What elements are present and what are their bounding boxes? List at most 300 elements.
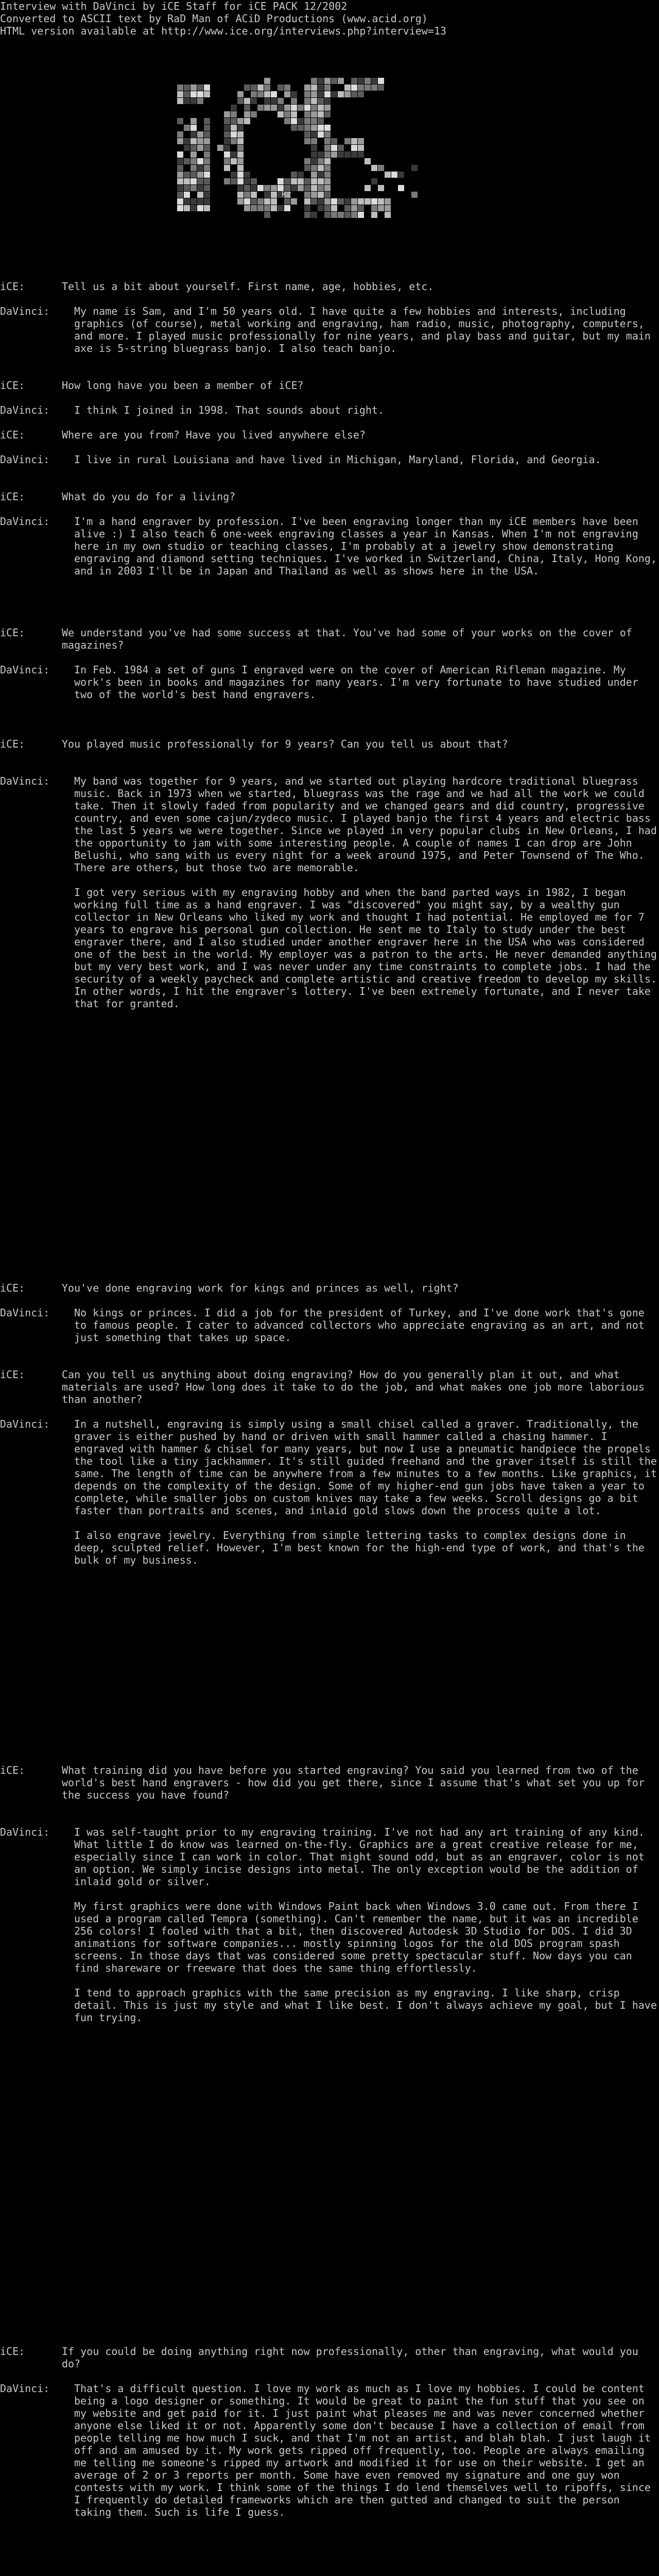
logo-block: [338, 91, 344, 97]
question-text: What training did you have before you started engraving? You said you learned from two of the world's best hand engravers - how did you get there, since I assume that's what set you up for the success you have found?: [62, 1764, 645, 1801]
speaker-davinci: DaVinci:: [0, 305, 50, 317]
logo-block: [204, 131, 210, 138]
logo-block: [331, 78, 337, 84]
logo-block: [284, 84, 290, 91]
logo-block: [298, 125, 304, 131]
logo-block: [217, 145, 223, 151]
logo-block: [378, 84, 384, 91]
logo-block: [237, 131, 244, 138]
answer-block-about: [0, 305, 659, 354]
logo-block: [291, 172, 297, 178]
answer-text: [74, 1307, 659, 1344]
logo-block: [231, 125, 237, 131]
logo-block: [311, 111, 317, 117]
logo-block: [224, 131, 230, 138]
logo-block: [311, 131, 317, 138]
logo-block: [231, 131, 237, 138]
logo-block: [177, 151, 183, 158]
logo-block: [371, 212, 377, 218]
answer-block-music: [0, 775, 659, 1010]
logo-block: [204, 151, 210, 158]
logo-block: [371, 205, 377, 211]
logo-block: [224, 118, 230, 124]
question-text: You played music professionally for 9 years? Can you tell us about that?: [62, 738, 508, 750]
logo-block: [177, 165, 183, 171]
speaker-davinci: DaVinci:: [0, 664, 50, 676]
logo-block: [344, 91, 351, 97]
logo-block: [244, 84, 250, 91]
logo-block: [231, 105, 237, 111]
logo-block: [304, 138, 310, 144]
logo-block: [338, 212, 344, 218]
logo-block: [184, 185, 190, 191]
answer-paragraph: I'm a hand engraver by profession. I've been engraving longer than my iCE members have been alive :) I also teach 6 one-week engraving classes a year in Kansas. When I'm not engraving here in my own studio or teaching classes, I'm probably at a jewelry show demonstrating engraving and diamond setting techniques. I've worked in Switzerland, China, Italy, Hong Kong, and in 2003 I'll be in Japan and Thailand as well as shows here in the USA.: [74, 515, 657, 577]
logo-block: [304, 118, 310, 124]
question-row: [0, 490, 659, 503]
logo-block: [318, 158, 324, 164]
logo-block: [278, 178, 284, 184]
logo-block: [324, 178, 331, 184]
logo-block: [224, 145, 230, 151]
speaker-davinci: DaVinci:: [0, 775, 50, 787]
answer-paragraph: No kings or princes. I did a job for the president of Turkey, and I've done work that's gone to famous people. I cater to advanced collectors who appreciate engraving as an art, and not just something that takes up space.: [74, 1307, 645, 1344]
page-header: [0, 0, 446, 37]
ice-logo-blocks: [177, 78, 418, 218]
logo-block: [224, 111, 230, 117]
logo-block: [378, 198, 384, 205]
speaker-davinci: DaVinci:: [0, 1826, 50, 1838]
logo-block: [304, 178, 310, 184]
logo-block: [311, 158, 317, 164]
question-row: [0, 626, 659, 651]
logo-block: [318, 84, 324, 91]
answer-block-engraving-process: [0, 1418, 659, 1566]
logo-block: [318, 125, 324, 131]
answer-paragraph: I think I joined in 1998. That sounds about right.: [74, 404, 385, 416]
logo-block: [351, 84, 357, 91]
logo-block: [278, 205, 284, 211]
logo-block: [190, 145, 197, 151]
logo-block: [304, 131, 310, 138]
logo-block: [237, 198, 244, 205]
question-block-engraving-process: [0, 1368, 659, 1405]
logo-block: [311, 91, 317, 97]
logo-block: [224, 125, 230, 131]
logo-block: [324, 212, 331, 218]
logo-block: [371, 178, 377, 184]
question-row: [0, 280, 659, 293]
logo-block: [184, 91, 190, 97]
answer-row: [0, 515, 659, 577]
logo-block: [190, 138, 197, 144]
logo-block: [385, 212, 391, 218]
logo-block: [298, 105, 304, 111]
logo-block: [244, 205, 250, 211]
logo-block: [331, 198, 337, 205]
logo-block: [237, 138, 244, 144]
logo-block: [365, 84, 371, 91]
logo-block: [204, 165, 210, 171]
ice-logo: [164, 71, 418, 232]
logo-block: [318, 178, 324, 184]
logo-block: [324, 198, 331, 205]
logo-block: [331, 212, 337, 218]
logo-block: [251, 98, 257, 104]
logo-block: [271, 185, 277, 191]
logo-block: [304, 91, 310, 97]
answer-text: [74, 305, 659, 354]
logo-block: [304, 205, 310, 211]
logo-block: [197, 84, 203, 91]
logo-block: [244, 111, 250, 117]
logo-block: [190, 172, 197, 178]
logo-block: [184, 172, 190, 178]
logo-block: [231, 151, 237, 158]
logo-block: [304, 125, 310, 131]
logo-block: [358, 198, 364, 205]
answer-text: [74, 404, 659, 416]
logo-block: [324, 192, 331, 198]
logo-block: [177, 91, 183, 97]
logo-block: [231, 172, 237, 178]
logo-block: [318, 131, 324, 138]
logo-block: [184, 98, 190, 104]
logo-block: [197, 185, 203, 191]
logo-block: [324, 84, 331, 91]
logo-block: [264, 98, 270, 104]
answer-block-royalty: [0, 1307, 659, 1344]
logo-block: [291, 118, 297, 124]
logo-block: [291, 198, 297, 205]
logo-block: [184, 205, 190, 211]
answer-paragraph: My name is Sam, and I'm 50 years old. I have quite a few hobbies and interests, including graphics (of course), metal working and engraving, ham radio, music, photography, computers, and more. I played music professionally for nine years, and play bass and guitar, but my main axe is 5-string bluegrass banjo. I also teach banjo.: [74, 305, 651, 354]
answer-row: [0, 1826, 659, 2024]
logo-block: [264, 198, 270, 205]
logo-block: [251, 192, 257, 198]
logo-block: [278, 84, 284, 91]
logo-block: [184, 138, 190, 144]
logo-block: [244, 118, 250, 124]
logo-block: [177, 178, 183, 184]
logo-block: [311, 198, 317, 205]
answer-row: [0, 404, 659, 416]
logo-block: [324, 151, 331, 158]
logo-block: [231, 158, 237, 164]
logo-block: [237, 98, 244, 104]
logo-block: [197, 198, 203, 205]
logo-block: [177, 192, 183, 198]
question-text: What do you do for a living?: [62, 490, 236, 503]
logo-block: [318, 111, 324, 117]
logo-block: [324, 98, 331, 104]
logo-block: [257, 205, 264, 211]
answer-paragraph: I live in rural Louisiana and have lived in Michigan, Maryland, Florida, and Georgia.: [74, 453, 601, 466]
logo-block: [351, 198, 357, 205]
logo-block: [291, 105, 297, 111]
logo-block: [324, 111, 331, 117]
logo-block: [190, 198, 197, 205]
logo-block: [251, 111, 257, 117]
logo-block: [204, 172, 210, 178]
logo-block: [284, 178, 290, 184]
logo-block: [378, 205, 384, 211]
answer-text: [74, 1826, 659, 2024]
answer-block-membership: [0, 404, 659, 416]
question-text: How long have you been a member of iCE?: [62, 379, 304, 392]
header-line-title: Interview with DaVinci by iCE Staff for iCE PACK 12/2002: [0, 0, 348, 12]
logo-block: [237, 91, 244, 97]
logo-block: [197, 131, 203, 138]
logo-block: [291, 91, 297, 97]
logo-block: [190, 158, 197, 164]
logo-block: [184, 84, 190, 91]
speaker-ice: iCE:: [0, 490, 25, 503]
logo-block: [204, 198, 210, 205]
logo-block: [398, 172, 404, 178]
logo-block: [291, 98, 297, 104]
logo-block: [371, 78, 377, 84]
logo-block: [257, 91, 264, 97]
logo-block: [385, 198, 391, 205]
logo-block: [344, 212, 351, 218]
logo-block: [231, 138, 237, 144]
logo-block: [338, 151, 344, 158]
logo-block: [190, 84, 197, 91]
logo-block: [244, 198, 250, 205]
logo-block: [324, 172, 331, 178]
logo-block: [251, 178, 257, 184]
logo-block: [351, 138, 357, 144]
logo-block: [358, 91, 364, 97]
logo-signature: kz: [281, 189, 292, 199]
logo-block: [324, 205, 331, 211]
logo-block: [204, 118, 210, 124]
answer-paragraph: My band was together for 9 years, and we started out playing hardcore traditional bluegrass music. Back in 1973 when we started, bluegrass was the rage and we had all the work we could take. Then it slowly faded from popularity and we changed gears and did country, progressive country, and even some cajun/zydeco music. I played banjo the first 4 years and electric bass the last 5 years we were together. Since we played in very popular clubs in New Orleans, I had the opportunity to jam with some interesting people. A couple of names I can drop are John Belushi, who sang with us every night for a week around 1975, and Peter Townsend of The Who. There are others, but those two are memorable.: [74, 775, 657, 874]
logo-block: [371, 84, 377, 91]
question-text: If you could be doing anything right now professionally, other than engraving, what would you do?: [62, 2345, 638, 2370]
logo-block: [351, 151, 357, 158]
question-row: [0, 738, 659, 750]
header-line-url: HTML version available at http://www.ice.org/interviews.php?interview=13: [0, 25, 446, 37]
logo-block: [251, 84, 257, 91]
logo-block: [344, 151, 351, 158]
logo-block: [190, 131, 197, 138]
logo-block: [385, 205, 391, 211]
logo-block: [358, 151, 364, 158]
logo-block: [344, 205, 351, 211]
logo-block: [197, 178, 203, 184]
question-block-profession: [0, 490, 659, 503]
logo-block: [311, 84, 317, 91]
logo-block: [244, 178, 250, 184]
logo-block: [190, 98, 197, 104]
logo-block: [351, 212, 357, 218]
logo-block: [204, 185, 210, 191]
logo-block: [237, 165, 244, 171]
answer-paragraph: I tend to approach graphics with the same precision as my engraving. I like sharp, crisp detail. This is just my style and what I like best. I don't always achieve my goal, but I have fun trying.: [74, 1987, 657, 2024]
logo-block: [177, 118, 183, 124]
logo-block: [284, 205, 290, 211]
logo-block: [318, 78, 324, 84]
logo-block: [324, 158, 331, 164]
logo-block: [271, 192, 277, 198]
logo-block: [318, 185, 324, 191]
logo-block: [298, 185, 304, 191]
logo-block: [237, 172, 244, 178]
logo-block: [318, 198, 324, 205]
logo-block: [311, 192, 317, 198]
logo-block: [177, 205, 183, 211]
speaker-ice: iCE:: [0, 2345, 25, 2358]
answer-paragraph: I was self-taught prior to my engraving training. I've not had any art training of any kind. What little I do know was learned on-the-fly. Graphics are a great creative release for me, especially since I can work in color. That might sound odd, but as an engraver, color is not an option. We simply incise designs into metal. The only exception would be the addition of inlaid gold or silver.: [74, 1826, 645, 1888]
logo-block: [231, 118, 237, 124]
logo-block: [257, 198, 264, 205]
question-row: [0, 379, 659, 392]
logo-block: [204, 138, 210, 144]
logo-block: [197, 91, 203, 97]
logo-block: [338, 198, 344, 205]
logo-block: [344, 198, 351, 205]
logo-block: [365, 185, 371, 191]
answer-paragraph: In Feb. 1984 a set of guns I engraved were on the cover of American Rifleman magazine. My work's been in books and magazines for many years. I'm very fortunate to have studied under two of the world's best hand engravers.: [74, 664, 638, 701]
logo-block: [371, 198, 377, 205]
answer-paragraph: I also engrave jewelry. Everything from simple lettering tasks to complex designs done in deep, sculpted relief. However, I'm best known for the high-end type of work, and that's the bulk of my business.: [74, 1529, 645, 1566]
question-row: [0, 1764, 659, 1801]
answer-row: [0, 664, 659, 701]
logo-block: [311, 212, 317, 218]
logo-block: [311, 78, 317, 84]
logo-block: [177, 138, 183, 144]
logo-block: [237, 192, 244, 198]
logo-block: [237, 185, 244, 191]
logo-block: [224, 138, 230, 144]
logo-block: [177, 98, 183, 104]
logo-block: [311, 151, 317, 158]
logo-block: [244, 105, 250, 111]
answer-block-profession: [0, 515, 659, 577]
question-block-magazines: [0, 626, 659, 651]
logo-block: [224, 165, 230, 171]
logo-block: [358, 145, 364, 151]
logo-block: [177, 198, 183, 205]
logo-block: [264, 192, 270, 198]
logo-block: [304, 165, 310, 171]
logo-block: [177, 185, 183, 191]
speaker-ice: iCE:: [0, 1282, 25, 1294]
answer-block-training: [0, 1826, 659, 2024]
logo-block: [365, 198, 371, 205]
logo-block: [324, 78, 331, 84]
logo-block: [197, 205, 203, 211]
logo-block: [264, 185, 270, 191]
logo-block: [298, 118, 304, 124]
logo-block: [251, 185, 257, 191]
logo-block: [184, 192, 190, 198]
logo-block: [318, 205, 324, 211]
logo-block: [331, 151, 337, 158]
speaker-ice: iCE:: [0, 738, 25, 750]
logo-block: [244, 185, 250, 191]
logo-block: [244, 192, 250, 198]
logo-block: [318, 172, 324, 178]
logo-block: [177, 84, 183, 91]
logo-block: [190, 91, 197, 97]
question-block-training: [0, 1764, 659, 1801]
answer-paragraph: In a nutshell, engraving is simply using a small chisel called a graver. Traditionally, the graver is either pushed by hand or driven with small hammer called a chasing hammer. I engraved with hammer & chisel for many years, but now I use a pneumatic handpiece the propels the tool like a tiny jackhammer. It's still guided freehand and the graver itself is still the same. The length of time can be anywhere from a few minutes to a few months. Like graphics, it depends on the complexity of the design. Some of my higher-end gun jobs have taken a year to complete, while smaller jobs on custom knives may take a few weeks. Scroll designs go a bit faster than portraits and scenes, and inlaid gold slows down the process quite a lot.: [74, 1418, 657, 1517]
question-block-other-career: [0, 2345, 659, 2370]
logo-block: [257, 84, 264, 91]
logo-block: [318, 91, 324, 97]
logo-block: [365, 78, 371, 84]
answer-text: [74, 664, 659, 701]
speaker-ice: iCE:: [0, 626, 25, 639]
logo-block: [251, 198, 257, 205]
logo-block: [304, 192, 310, 198]
logo-block: [271, 205, 277, 211]
answer-text: [74, 453, 659, 466]
logo-block: [237, 118, 244, 124]
question-text: You've done engraving work for kings and princes as well, right?: [62, 1282, 459, 1294]
question-block-royalty: [0, 1282, 659, 1294]
logo-block: [257, 185, 264, 191]
answer-paragraph: My first graphics were done with Windows Paint back when Windows 3.0 came out. From there I used a program called Tempra (something). Can't remember the name, but it was an incredible 256 colors! I fooled with that a bit, then discovered Autodesk 3D Studio for DOS. I did 3D animations for software companies... mostly spinning logos for the old DOS program spash screens. In those days that was considered some pretty spectacular stuff. Now days you can find shareware or freeware that does the same thing effortlessly.: [74, 1900, 638, 1974]
logo-block: [358, 205, 364, 211]
question-text: Where are you from? Have you lived anywhere else?: [62, 429, 366, 441]
logo-block: [318, 165, 324, 171]
speaker-ice: iCE:: [0, 280, 25, 293]
logo-block: [331, 138, 337, 144]
logo-block: [385, 172, 391, 178]
answer-text: [74, 1418, 659, 1566]
logo-block: [331, 91, 337, 97]
logo-block: [204, 158, 210, 164]
logo-block: [298, 172, 304, 178]
logo-block: [271, 105, 277, 111]
logo-block: [311, 98, 317, 104]
logo-block: [231, 111, 237, 117]
logo-block: [338, 78, 344, 84]
logo-block: [304, 84, 310, 91]
logo-block: [204, 178, 210, 184]
logo-block: [391, 172, 397, 178]
logo-block: [190, 151, 197, 158]
logo-block: [358, 138, 364, 144]
logo-block: [251, 91, 257, 97]
speaker-ice: iCE:: [0, 1764, 25, 1776]
logo-block: [271, 91, 277, 97]
logo-block: [351, 205, 357, 211]
logo-block: [204, 205, 210, 211]
question-row: [0, 429, 659, 441]
logo-block: [298, 178, 304, 184]
logo-block: [291, 125, 297, 131]
logo-block: [237, 178, 244, 184]
speaker-davinci: DaVinci:: [0, 1418, 50, 1430]
logo-block: [291, 111, 297, 117]
logo-block: [324, 125, 331, 131]
logo-block: [311, 145, 317, 151]
logo-block: [311, 165, 317, 171]
logo-block: [244, 98, 250, 104]
answer-text: [74, 515, 659, 577]
answer-text: [74, 775, 659, 1010]
logo-block: [184, 198, 190, 205]
answer-block-other-career: [0, 2382, 659, 2518]
logo-block: [365, 158, 371, 164]
logo-block: [177, 172, 183, 178]
question-text: Can you tell us anything about doing engraving? How do you generally plan it out, and what materials are used? How long does it take to do the job, and what makes one job more laborious than another?: [62, 1368, 645, 1405]
logo-block: [324, 138, 331, 144]
